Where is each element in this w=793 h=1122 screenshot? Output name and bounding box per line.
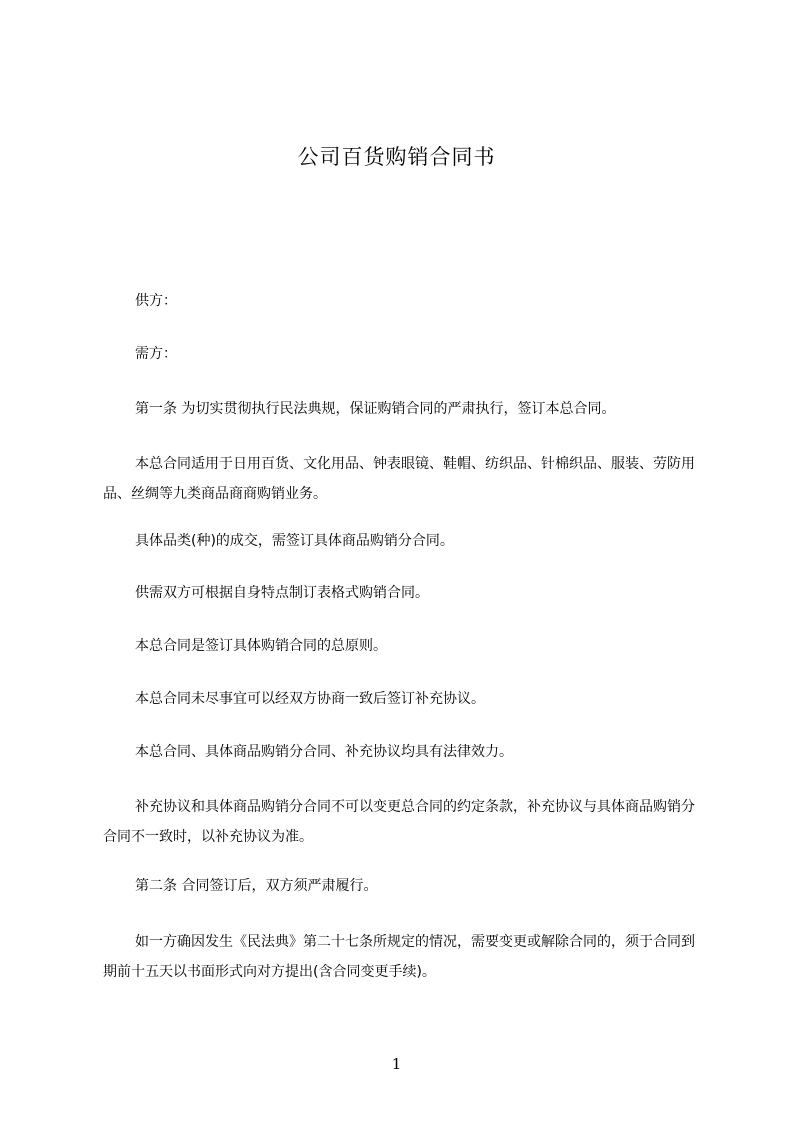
paragraph-change-termination: 如一方确因发生《民法典》第二十七条所规定的情况，需要变更或解除合同的，须于合同到期前十五天以书面形式向对方提出(含合同变更手续)。 [103, 934, 695, 980]
paragraph-supplementary: 本总合同未尽事宜可以经双方协商一致后签订补充协议。 [135, 691, 485, 707]
paragraph-principle: 本总合同是签订具体购销合同的总原则。 [135, 638, 387, 654]
paragraph-supplier: 供方： [135, 293, 177, 309]
paragraph-buyer: 需方： [135, 346, 177, 362]
paragraph-legal-effect: 本总合同、具体商品购销分合同、补充协议均具有法律效力。 [135, 744, 513, 760]
paragraph-article-1: 第一条 为切实贯彻执行民法典规，保证购销合同的严肃执行，签订本总合同。 [135, 401, 616, 417]
page-number: 1 [391, 1055, 402, 1073]
paragraph-precedence: 补充协议和具体商品购销分合同不可以变更总合同的约定条款，补充协议与具体商品购销分合同不一致时，以补充协议为准。 [103, 799, 695, 845]
paragraph-article-2: 第二条 合同签订后，双方须严肃履行。 [135, 878, 378, 894]
paragraph-sub-contract: 具体品类(种)的成交，需签订具体商品购销分合同。 [135, 533, 454, 549]
document-title: 公司百货购销合同书 [297, 145, 496, 169]
paragraph-scope: 本总合同适用于日用百货、文化用品、钟表眼镜、鞋帽、纺织品、针棉织品、服装、劳防用品、丝绸等九类商品商商购销业务。 [103, 456, 695, 502]
paragraph-form-contract: 供需双方可根据自身特点制订表格式购销合同。 [135, 585, 429, 601]
